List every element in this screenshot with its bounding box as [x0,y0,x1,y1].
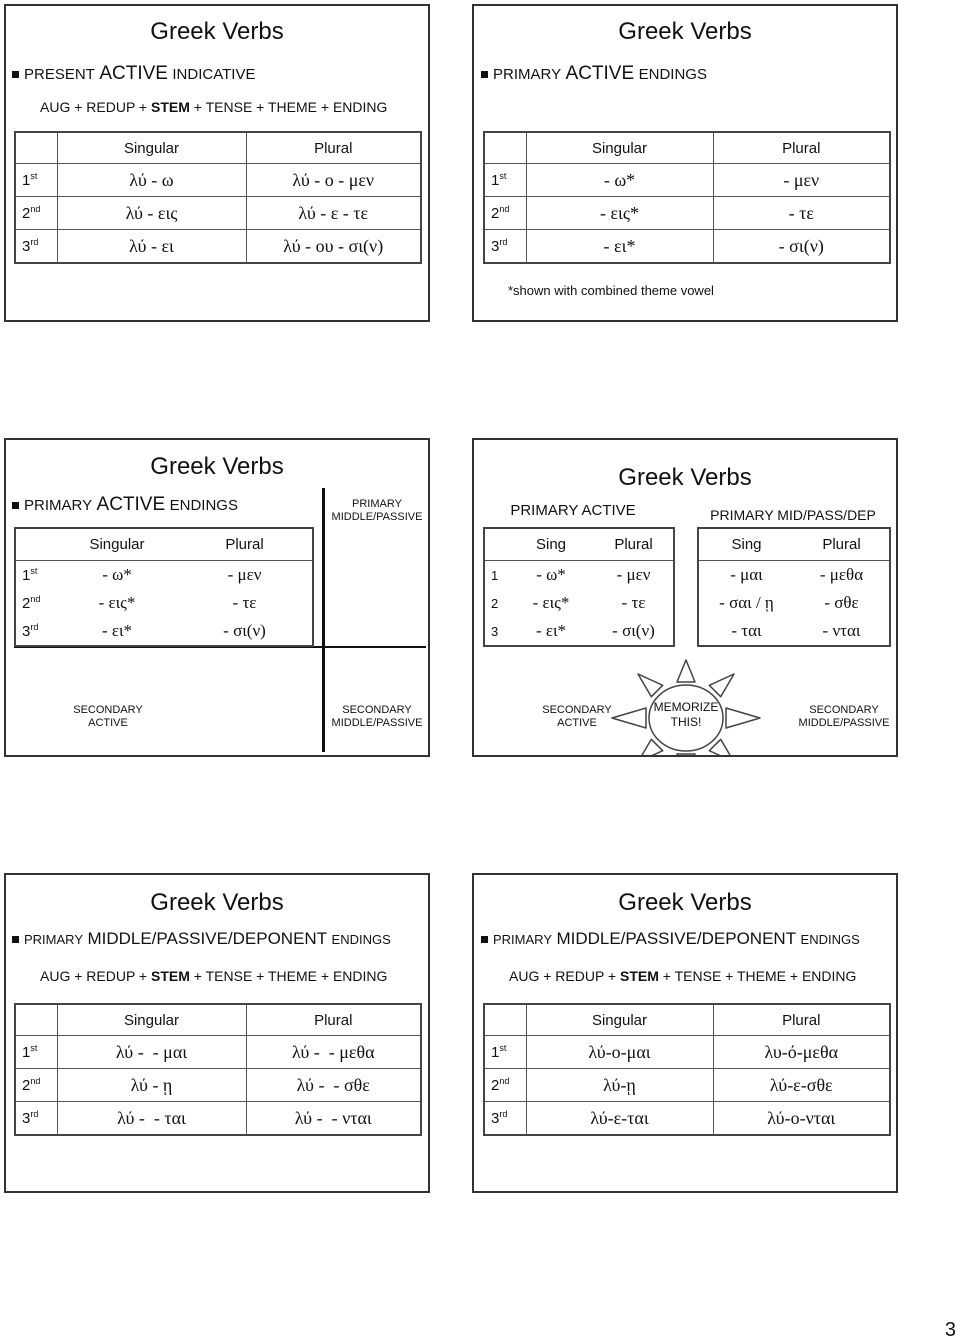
table-header-row [15,528,313,561]
table-row [484,1036,890,1069]
bullet-text-main: ACTIVE [96,494,166,515]
person-suffix: nd [499,1075,510,1086]
slide-bullet [24,494,238,517]
person-suffix: st [499,1042,507,1053]
sun-callout-icon [606,638,766,757]
person-label [484,1069,526,1102]
label-line: ACTIVE [88,717,128,729]
singular-form: λύ-ο-μαι [526,1036,713,1069]
person-number: 3 [22,1109,31,1127]
formula-stem: STEM [151,99,190,115]
plural-form: λύ - - νται [246,1102,421,1136]
slide-primary-active-endings [472,4,898,322]
person-suffix: nd [30,1075,41,1086]
person-number: 3 [491,1109,500,1127]
label-line: ACTIVE [557,717,597,729]
slide-title: Greek Verbs [150,889,284,916]
header-plural: Plural [594,528,674,561]
person-label [484,230,526,264]
slide-title: Greek Verbs [618,18,752,45]
person-number: 2 [22,594,31,612]
table-row [15,1102,421,1136]
table-header-row [484,528,674,561]
header-singular: Singular [526,1004,713,1036]
formula-prefix: AUG + REDUP + [509,968,621,984]
table-row [698,589,890,617]
person-suffix: rd [499,1108,508,1119]
singular-form: λύ - εις [57,197,246,230]
table-header-row [484,1004,890,1036]
person-number: 3 [491,237,500,255]
table-row [15,617,313,646]
header-plural: Plural [177,528,313,561]
table-row [15,197,421,230]
plural-ending: - σι(ν) [612,621,655,640]
person-number: 3 [491,623,499,639]
callout-line: THIS! [670,715,702,729]
person-number: 1 [491,1043,500,1061]
bullet-text-suffix: ENDINGS [638,66,707,83]
header-plural: Plural [246,1004,421,1036]
singular-ending: - σαι / ῃ [719,593,774,612]
singular-ending: - ει* [535,621,567,640]
quadrant-label-secondary-active [6,704,210,730]
header-singular: Sing [508,528,594,561]
singular-ending: - εις* [532,593,570,612]
header-singular: Singular [57,1004,246,1036]
bullet-text-suffix: ENDINGS [800,932,860,947]
header-plural: Plural [794,528,890,561]
formula-stem: STEM [620,968,659,984]
header-plural: Plural [713,1004,890,1036]
plural-form: λυ-ό-μεθα [713,1036,890,1069]
plural-form: λύ-ε-σθε [713,1069,890,1102]
singular-ending: - ω* [536,565,566,584]
table-row [15,230,421,264]
conjugation-table [14,131,422,264]
label-line: PRIMARY [352,498,402,510]
person-label [15,561,57,590]
slide-bullet [24,63,255,86]
person-label [484,197,526,230]
header-plural: Plural [713,132,890,164]
singular-form: λύ - - μαι [57,1036,246,1069]
header-singular: Singular [57,132,246,164]
slide-title: Greek Verbs [150,453,284,480]
header-corner-cell [15,132,57,164]
callout-line: MEMORIZE [653,700,719,714]
person-label [15,164,57,197]
bullet-text-prefix: PRESENT [24,66,95,83]
slide-primary-endings-summary [472,438,898,757]
active-endings-table [483,527,675,647]
primary-mid-pass-dep-heading: PRIMARY MID/PASS/DEP [710,507,876,523]
bullet-text-main: MIDDLE/PASSIVE/DEPONENT [87,929,328,948]
conjugation-table [483,1003,891,1136]
quadrant-label-secondary-middle-passive [325,704,429,730]
header-singular: Singular [526,132,713,164]
label-line: MIDDLE/PASSIVE [331,511,423,523]
singular-ending: - ει* [101,621,133,640]
person-number: 2 [22,1076,31,1094]
table-row [15,1069,421,1102]
bullet-text-prefix: PRIMARY [24,497,93,514]
formula-prefix: AUG + REDUP + [40,99,152,115]
person-number: 3 [22,622,31,640]
square-bullet-icon [12,502,19,509]
formula-suffix: + TENSE + THEME + ENDING [658,968,857,984]
plural-ending: - σι(ν) [223,621,266,640]
bullet-text-prefix: PRIMARY [493,66,562,83]
person-suffix: rd [30,236,39,247]
endings-table [483,131,891,264]
singular-form: λύ - ῃ [57,1069,246,1102]
table-row [15,164,421,197]
person-suffix: st [30,565,38,576]
plural-form: λύ - - σθε [246,1069,421,1102]
memorize-callout-text [646,700,726,730]
slide-bullet [493,63,707,86]
singular-ending: - μαι [730,565,763,584]
plural-ending: - μεν [227,565,262,584]
plural-ending: - τε [621,593,646,612]
header-corner-cell [15,528,57,561]
footnote: *shown with combined theme vowel [508,283,714,298]
label-line: SECONDARY [342,704,412,716]
table-header-row [698,528,890,561]
person-label [15,197,57,230]
slide-bullet [493,928,860,951]
plural-ending: - νται [822,621,861,640]
table-row [484,197,890,230]
plural-ending: - μεν [616,565,651,584]
table-header-row [15,132,421,164]
square-bullet-icon [12,71,19,78]
formula-suffix: + TENSE + THEME + ENDING [189,968,388,984]
plural-form: λύ - - μεθα [246,1036,421,1069]
slide-title: Greek Verbs [618,464,752,491]
slide-title: Greek Verbs [150,18,284,45]
person-label [15,1036,57,1069]
singular-ending: - εις* [526,197,713,230]
bullet-text-main: MIDDLE/PASSIVE/DEPONENT [556,929,797,948]
person-number: 1 [491,567,499,583]
formula-suffix: + TENSE + THEME + ENDING [189,99,388,115]
formula-stem: STEM [151,968,190,984]
square-bullet-icon [12,936,19,943]
slide-bullet [24,928,391,951]
bullet-text-prefix: PRIMARY [493,932,552,947]
table-row [15,589,313,617]
person-suffix: nd [499,203,510,214]
header-singular: Singular [57,528,177,561]
person-label [15,617,57,646]
person-suffix: nd [30,593,41,604]
table-row [698,561,890,590]
label-line: SECONDARY [809,704,879,716]
conjugation-table [14,1003,422,1136]
singular-form: λύ-ε-ται [526,1102,713,1136]
person-suffix: st [30,170,38,181]
table-row [484,561,674,590]
singular-ending: - ω* [526,164,713,197]
header-plural: Plural [246,132,421,164]
person-suffix: st [499,170,507,181]
table-row [15,1036,421,1069]
person-label [15,589,57,617]
bullet-text-prefix: PRIMARY [24,932,83,947]
person-suffix: st [30,1042,38,1053]
singular-form: λύ - ω [57,164,246,197]
plural-form: λύ - ου - σι(ν) [246,230,421,264]
slide-present-active-indicative [4,4,430,322]
singular-form: λύ - - ται [57,1102,246,1136]
table-row [15,561,313,590]
square-bullet-icon [481,71,488,78]
verb-formula [40,98,387,116]
quadrant-label-primary-middle-passive [325,498,429,524]
person-number: 2 [22,204,31,222]
bullet-text-main: ACTIVE [99,63,168,84]
slide-title: Greek Verbs [618,889,752,916]
header-corner-cell [484,1004,526,1036]
endings-table [14,527,314,647]
singular-ending: - εις* [98,593,136,612]
plural-ending: - τε [232,593,257,612]
plural-form: λύ - ο - μεν [246,164,421,197]
person-suffix: rd [30,621,39,632]
page-number: 3 [944,1319,956,1341]
middle-passive-endings-table [697,527,891,647]
label-line: MIDDLE/PASSIVE [331,717,423,729]
bullet-text-main: ACTIVE [565,63,635,84]
person-number: 1 [22,566,31,584]
person-label [15,230,57,264]
person-label [15,1069,57,1102]
table-row [484,1069,890,1102]
header-corner-cell [484,528,508,561]
verb-formula [509,967,856,985]
person-label [484,1102,526,1136]
bullet-text-suffix: ENDINGS [331,932,391,947]
person-suffix: rd [30,1108,39,1119]
person-label [15,1102,57,1136]
singular-ending: - ω* [102,565,132,584]
table-row [484,230,890,264]
plural-ending: - σι(ν) [713,230,890,264]
person-label [484,164,526,197]
plural-form: λύ - ε - τε [246,197,421,230]
singular-ending: - ει* [526,230,713,264]
bullet-text-suffix: ENDINGS [169,497,238,514]
person-number: 3 [22,237,31,255]
formula-prefix: AUG + REDUP + [40,968,152,984]
singular-form: λύ - ει [57,230,246,264]
person-number: 1 [491,171,500,189]
slide-middle-passive-full-forms [472,873,898,1193]
singular-ending: - ται [731,621,762,640]
person-number: 1 [22,1043,31,1061]
person-number: 2 [491,204,500,222]
square-bullet-icon [481,936,488,943]
table-row [484,589,674,617]
person-suffix: nd [30,203,41,214]
person-suffix: rd [499,236,508,247]
plural-ending: - μεν [713,164,890,197]
label-secondary-middle-passive [794,704,894,730]
label-line: SECONDARY [73,704,143,716]
singular-form: λύ-ῃ [526,1069,713,1102]
header-corner-cell [15,1004,57,1036]
person-number: 2 [491,1076,500,1094]
plural-ending: - σθε [824,593,859,612]
label-line: SECONDARY [542,704,612,716]
table-row [484,1102,890,1136]
person-number: 1 [22,171,31,189]
bullet-text-suffix: INDICATIVE [172,66,256,83]
header-singular: Sing [698,528,794,561]
plural-ending: - μεθα [819,565,864,584]
slide-primary-active-quadrants [4,438,430,757]
header-corner-cell [484,132,526,164]
verb-formula [40,967,387,985]
plural-form: λύ-ο-νται [713,1102,890,1136]
primary-active-heading: PRIMARY ACTIVE [510,502,636,519]
plural-ending: - τε [713,197,890,230]
table-header-row [484,132,890,164]
table-header-row [15,1004,421,1036]
person-label [484,1036,526,1069]
person-number: 2 [491,595,499,611]
label-line: MIDDLE/PASSIVE [798,717,890,729]
table-row [484,164,890,197]
slide-middle-passive-endings [4,873,430,1193]
